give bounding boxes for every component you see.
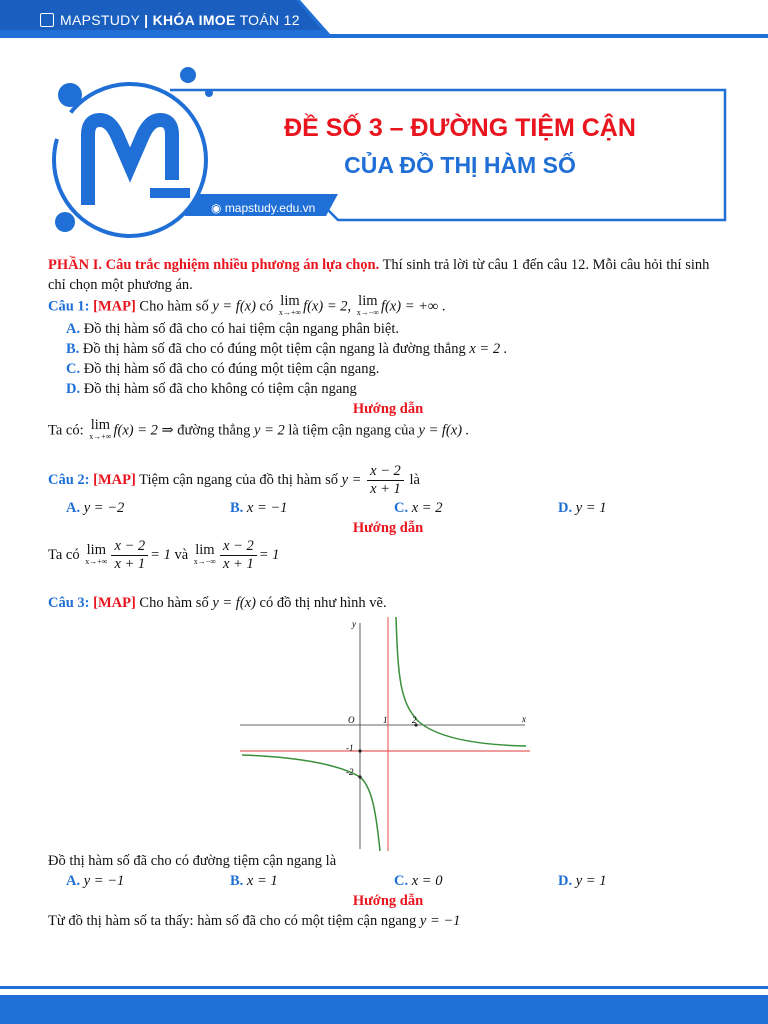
q3-option-a: A. y = −1 xyxy=(66,873,125,889)
q2-options xyxy=(48,498,728,518)
q1-option-d: D. Đồ thị hàm số đã cho không có tiệm cận ngang xyxy=(66,381,357,397)
tick-x-2: 2 xyxy=(412,715,417,725)
left-branch xyxy=(242,755,380,851)
page-title: ĐỀ SỐ 3 – ĐƯỜNG TIỆM CẬN xyxy=(284,114,636,142)
q2-option-a: A. y = −2 xyxy=(66,500,125,516)
page-subtitle: CỦA ĐỒ THỊ HÀM SỐ xyxy=(344,152,576,178)
q3-option-c: C. x = 0 xyxy=(394,873,443,889)
course-header: MAPSTUDY | KHÓA IMOE TOÁN 12 xyxy=(40,12,300,28)
question-2: Câu 2: [MAP] Tiệm cận ngang của đồ thị hàm số y = $\frac{x - 2}{x + 1}$ là xyxy=(48,463,420,497)
q3-solution: Từ đồ thị hàm số ta thấy: hàm số đã cho có một tiệm cận ngang y = −1 xyxy=(48,913,461,929)
question-1: Câu 1: [MAP] Cho hàm số y = f(x) có lim x→+∞ f(x) = 2, lim x→−∞ f(x) = +∞ . xyxy=(48,293,446,317)
q1-option-a: A. Đồ thị hàm số đã cho có hai tiệm cận ngang phân biệt. xyxy=(66,321,400,337)
q1-solution: Ta có: lim x→+∞ f(x) = 2 ⇒ đường thẳng y = 2 là tiệm cận ngang của y = f(x) . xyxy=(48,417,470,441)
tick-x-1: 1 xyxy=(383,715,388,725)
mapstudy-logo-icon xyxy=(40,13,54,27)
right-branch xyxy=(396,617,526,746)
q1-guide-label: Hướng dẫn xyxy=(352,401,424,417)
bottom-banner xyxy=(0,986,768,1024)
function-graph xyxy=(240,617,530,851)
q3-options xyxy=(48,871,728,891)
tick-y-1: -1 xyxy=(346,743,354,753)
title-banner xyxy=(0,44,768,244)
q2-guide-label: Hướng dẫn xyxy=(352,520,424,536)
q3-option-d: D. y = 1 xyxy=(558,873,607,889)
question-3: Câu 3: [MAP] Cho hàm số y = f(x) có đồ thị như hình vẽ. xyxy=(48,595,387,611)
q2-solution: Ta có lim x→+∞ $\frac{x - 2}{x + 1}$ = 1 và lim x→−∞ $\frac{x - 2}{x + 1}$ = 1 xyxy=(48,538,280,572)
document-body xyxy=(48,255,728,931)
q2-option-d: D. y = 1 xyxy=(558,500,607,516)
part1-heading: PHẦN I. Câu trắc nghiệm nhiều phương án lựa chọn. Thí sinh trả lời từ câu 1 đến câu 12. Mỗi câu hỏi thí sinh chỉ chọn một phương án. xyxy=(48,257,710,293)
q3-option-b: B. x = 1 xyxy=(230,873,278,889)
q1-option-b: B. Đồ thị hàm số đã cho có đúng một tiệm cận ngang là đường thẳng x = 2 . xyxy=(66,341,508,357)
q3-question: Đồ thị hàm số đã cho có đường tiệm cận ngang là xyxy=(48,853,337,869)
q2-option-c: C. x = 2 xyxy=(394,500,443,516)
q1-option-c: C. Đồ thị hàm số đã cho có đúng một tiệm cận ngang. xyxy=(66,361,380,377)
q3-guide-label: Hướng dẫn xyxy=(352,893,424,909)
x-axis-label: x xyxy=(522,714,526,724)
website-label: ◉ mapstudy.edu.vn xyxy=(211,201,316,215)
y-axis-label: y xyxy=(352,619,356,629)
origin-label: O xyxy=(348,715,355,725)
q2-option-b: B. x = −1 xyxy=(230,500,288,516)
tick-y-2: -2 xyxy=(346,767,354,777)
